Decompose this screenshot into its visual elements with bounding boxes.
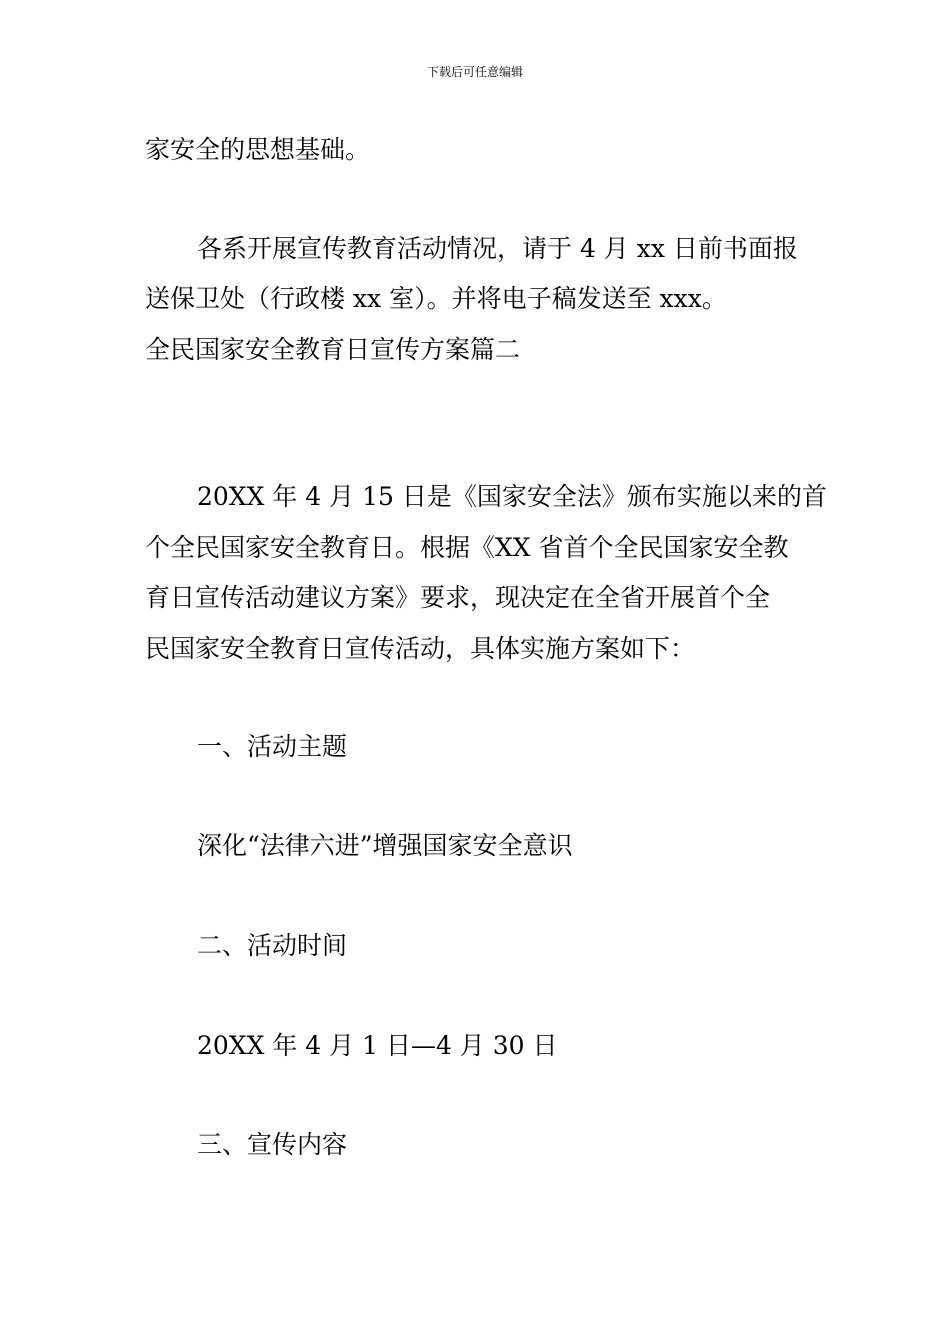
heading-activity-time: 二、活动时间: [197, 931, 348, 960]
paragraph-line: 育日宣传活动建议方案》要求，现决定在全省开展首个全: [145, 583, 771, 612]
paragraph-line: 家安全的思想基础。: [145, 135, 371, 164]
heading-publicity-content: 三、宣传内容: [197, 1130, 348, 1159]
paragraph-line: 送保卫处（行政楼 xx 室）。并将电子稿发送至 xxx。: [145, 284, 727, 313]
paragraph-line: 个全民国家安全教育日。根据《XX 省首个全民国家安全教: [145, 533, 789, 562]
paragraph-line: 民国家安全教育日宣传活动，具体实施方案如下：: [145, 634, 696, 663]
paragraph-line: 深化“法律六进”增强国家安全意识: [197, 831, 573, 860]
section-title: 全民国家安全教育日宣传方案篇二: [145, 335, 521, 364]
paragraph-line: 20XX 年 4 月 15 日是《国家安全法》颁布实施以来的首: [197, 482, 827, 511]
heading-activity-theme: 一、活动主题: [197, 732, 348, 761]
page-header: 下载后可任意编辑: [426, 65, 523, 79]
paragraph-line: 各系开展宣传教育活动情况，请于 4 月 xx 日前书面报: [197, 234, 798, 263]
paragraph-line: 20XX 年 4 月 1 日—4 月 30 日: [197, 1031, 558, 1060]
